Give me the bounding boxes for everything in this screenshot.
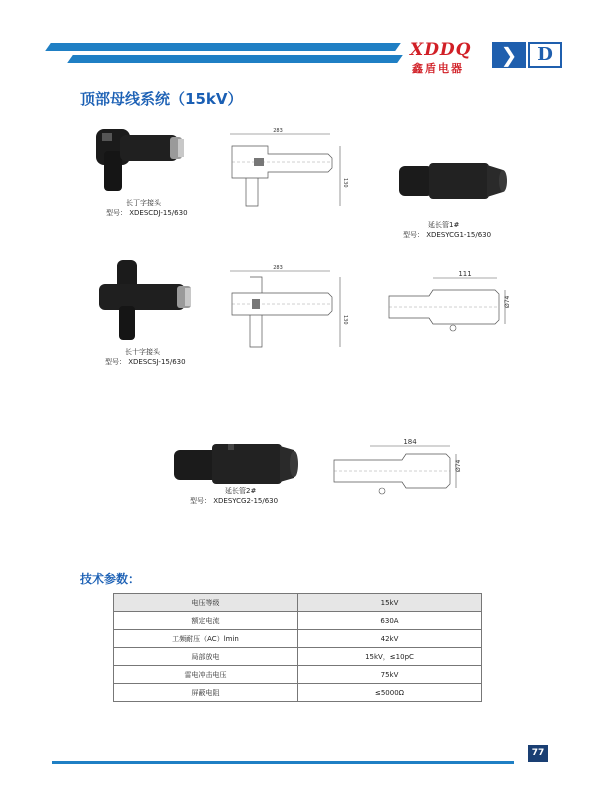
t-joint-height-label: 130 — [342, 178, 348, 188]
spec-param: 电压等级 — [114, 594, 298, 612]
table-row — [114, 648, 482, 666]
spec-value: 75kV — [298, 666, 482, 684]
ext2-length-label: 184 — [403, 438, 417, 446]
table-row — [114, 630, 482, 648]
cross-joint-drawing — [228, 265, 348, 360]
spec-value: 630A — [298, 612, 482, 630]
product-model: 型号： XDESYCG2-15/630 — [190, 497, 279, 505]
product-model: 型号： XDESYCG1-15/630 — [403, 231, 492, 239]
header-stripe — [67, 55, 403, 63]
ext-tube-2-drawing — [330, 436, 465, 501]
table-row — [114, 612, 482, 630]
page-title: 顶部母线系统（15kV） — [80, 90, 243, 108]
brand-logo: XDDQ — [410, 40, 472, 60]
header-stripe — [45, 43, 401, 51]
product-name: 长十字接头 — [125, 348, 160, 356]
spec-param: 局部放电 — [114, 648, 298, 666]
spec-value: 15kV，≤10pC — [298, 648, 482, 666]
spec-param: 屏蔽电阻 — [114, 684, 298, 702]
section-letter: D — [528, 42, 562, 68]
product-name: 延长管1# — [428, 221, 460, 229]
ext-tube-2-photo — [170, 440, 300, 490]
ext-tube-1-photo — [395, 160, 515, 205]
footer-line — [52, 761, 514, 764]
product-name: 长丁字接头 — [126, 199, 161, 207]
t-joint-width-label: 283 — [273, 128, 283, 134]
ext2-diameter-label: Ø74 — [455, 459, 462, 472]
table-row — [114, 594, 482, 612]
spec-value: 42kV — [298, 630, 482, 648]
specs-table — [113, 593, 482, 702]
page-number: 77 — [528, 745, 548, 762]
spec-value: 15kV — [298, 594, 482, 612]
cross-joint-photo — [95, 258, 205, 353]
cross-joint-width-label: 283 — [273, 265, 283, 271]
ext-tube-1-drawing — [385, 268, 515, 338]
spec-value: ≤5000Ω — [298, 684, 482, 702]
ext1-length-label: 111 — [458, 270, 472, 278]
t-joint-photo — [90, 115, 200, 210]
spec-param: 工频耐压（AC）lmin — [114, 630, 298, 648]
product-model: 型号： XDESCDJ-15/630 — [106, 209, 188, 217]
product-model: 型号： XDESCSJ-15/630 — [105, 358, 186, 366]
brand-name: 鑫盾电器 — [412, 62, 464, 75]
spec-param: 雷电冲击电压 — [114, 666, 298, 684]
ext1-diameter-label: Ø74 — [504, 295, 511, 308]
cross-joint-height-label: 130 — [342, 315, 348, 325]
specs-title: 技术参数： — [80, 572, 141, 586]
product-name: 延长管2# — [225, 487, 257, 495]
t-joint-drawing — [228, 128, 348, 218]
table-row — [114, 666, 482, 684]
spec-param: 额定电流 — [114, 612, 298, 630]
table-row — [114, 684, 482, 702]
chevron-right-icon[interactable]: ❯ — [492, 42, 526, 68]
